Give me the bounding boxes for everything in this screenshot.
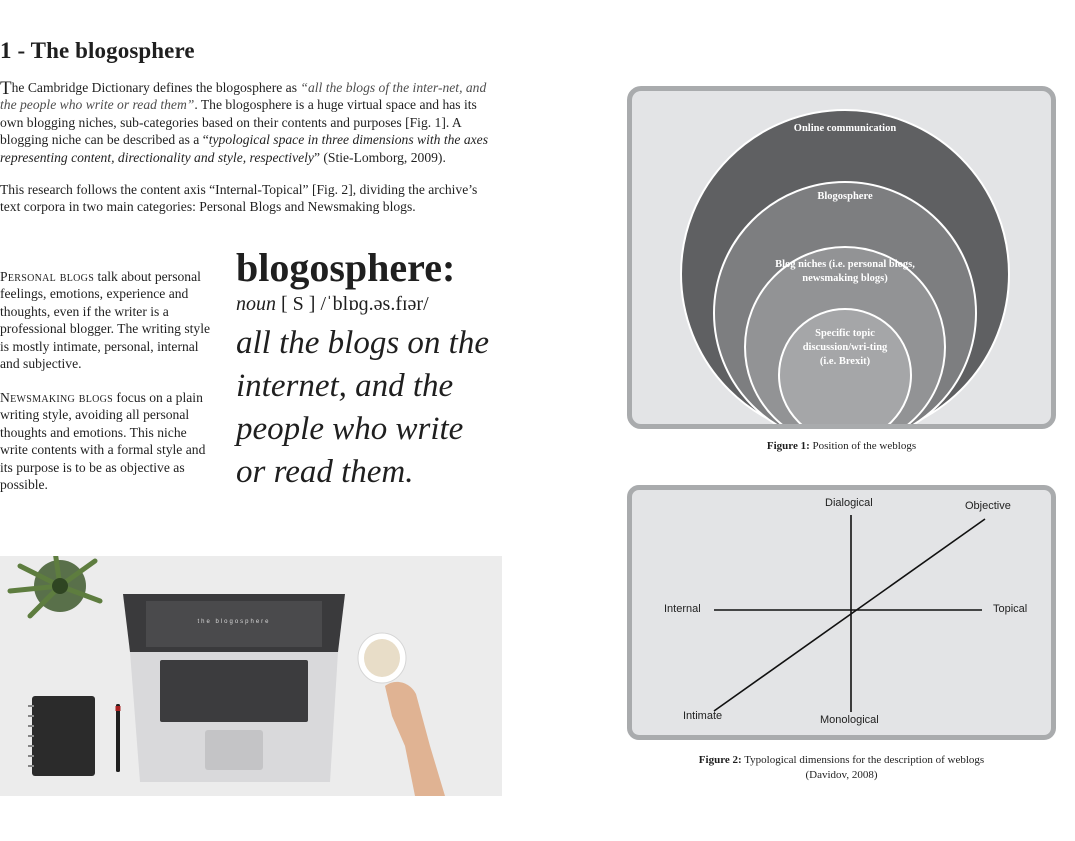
figure-1-diagram [627, 86, 1056, 429]
label-blog-niches: Blog niches (i.e. personal blogs, newsmaking blogs) [775, 259, 915, 284]
axis-label-internal: Internal [664, 603, 701, 615]
personal-blogs-label: Personal blogs [0, 269, 95, 284]
definition-pronunciation [236, 291, 429, 317]
axis-label-monological: Monological [820, 714, 879, 726]
intro-text-2: . The blogosphere is a huge virtual space and has its own blogging niches, sub-categories based on their contents and purposes [Fig. 1]. A blogging niche can be described as a “ [0, 97, 477, 148]
coffee-cup-icon [358, 633, 406, 683]
figure-1-caption [627, 439, 1056, 454]
axis-label-intimate: Intimate [683, 710, 723, 722]
intro-quote-2: typological space in three dimensions with the axes representing content, directionality and style, respectively [0, 132, 488, 165]
figure-1-caption-text: Position of the weblogs [809, 440, 917, 452]
newsmaking-blogs-label: Newsmaking blogs [0, 390, 114, 405]
newsmaking-blogs-text: focus on a plain writing style, avoiding all personal thoughts and emotions. This niche write contents with a formal style and its purpose is to be as objective as possible. [0, 390, 206, 493]
drop-cap: T [0, 78, 12, 99]
personal-blogs-text: talk about personal feelings, emotions, experience and thoughts, even if the writer is a professional blogger. The writing style is mostly intimate, personal, internal and subjective. [0, 269, 211, 372]
research-paragraph: This research follows the content axis “Internal-Topical” [Fig. 2], dividing the archive’s text corpora in two main categories: Personal Blogs and Newsmaking blogs. [0, 182, 478, 215]
axis-label-objective: Objective [965, 500, 1011, 512]
label-specific-topic: Specific topic discussion/wri-ting (i.e. Brexit) [802, 328, 888, 367]
desk-photo [0, 556, 502, 796]
intro-paragraph [0, 79, 492, 166]
laptop-icon [123, 594, 345, 782]
intro-text-3: ” (Stie-Lomborg, 2009). [313, 149, 446, 165]
figure-2-caption-citation: (Davidov, 2008) [805, 769, 878, 781]
personal-blogs-paragraph [0, 268, 213, 372]
definition-pos: noun [236, 293, 276, 315]
intro-quote-1: “all the blogs of the inter-net, and the people who write or read them” [0, 80, 487, 113]
desk-photo-illustration [0, 556, 502, 796]
notebook-icon [28, 696, 95, 776]
figure-1-caption-label: Figure 1: [766, 440, 810, 452]
newsmaking-blogs-paragraph [0, 389, 213, 493]
page-title: 1 - The blogosphere [0, 38, 195, 63]
figure-2-diagram [627, 485, 1056, 740]
label-online-communication: Online communication [793, 123, 897, 134]
definition-ipa: [ S ] /ˈblɒɡ.əs.fɪər/ [276, 293, 429, 315]
axis-label-dialogical: Dialogical [825, 497, 873, 509]
pen-icon [116, 704, 121, 772]
intro-text-1: he Cambridge Dictionary defines the blogosphere as [11, 80, 301, 95]
laptop-screen-text: the blogosphere [197, 619, 271, 625]
figure-2-caption-label: Figure 2: [698, 754, 742, 766]
definition-word: blogosphere: [236, 245, 456, 290]
definition-text: all the blogs on the internet, and the people who write or read them. [236, 325, 489, 490]
axis-label-topical: Topical [993, 603, 1028, 615]
diagonal-axis [714, 519, 985, 711]
figure-2-caption-text: Typological dimensions for the description of weblogs [741, 754, 985, 766]
figure-2-caption [627, 753, 1056, 783]
label-blogosphere: Blogosphere [817, 191, 873, 202]
